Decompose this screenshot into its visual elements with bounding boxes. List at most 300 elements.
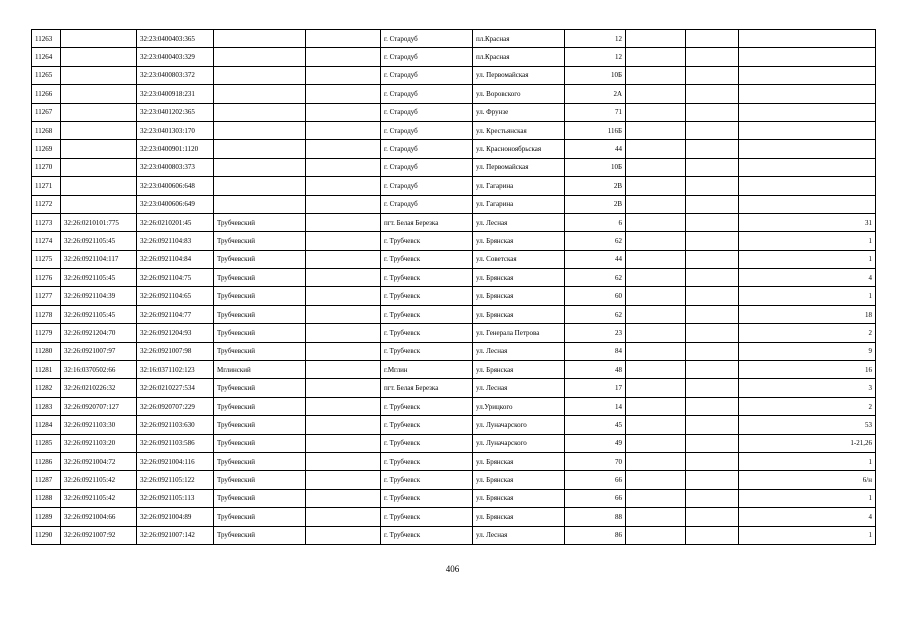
table-cell: Трубчевский [214,416,306,434]
table-cell: 11290 [32,526,61,544]
table-cell [686,121,739,139]
table-cell: Трубчевский [214,305,306,323]
table-cell: Трубчевский [214,250,306,268]
table-cell: г. Трубчевск [381,452,473,470]
table-cell: 16 [739,361,876,379]
table-cell: 1 [739,232,876,250]
table-cell [61,85,137,103]
table-cell [686,471,739,489]
table-cell [739,158,876,176]
table-cell: 11279 [32,324,61,342]
table-cell [306,158,381,176]
table-cell [626,397,686,415]
table-cell [739,103,876,121]
table-cell [214,158,306,176]
table-cell [61,103,137,121]
table-cell: ул. Луначарского [473,416,565,434]
table-cell [306,140,381,158]
table-cell [214,121,306,139]
table-cell: 32:26:0921004:116 [137,452,214,470]
table-cell: 32:23:0400606:648 [137,177,214,195]
table-cell: ул. Советская [473,250,565,268]
table-cell [626,213,686,231]
table-cell: г. Трубчевск [381,324,473,342]
table-cell [686,526,739,544]
table-cell: г. Трубчевск [381,342,473,360]
table-cell: 70 [565,452,626,470]
table-row [32,250,876,268]
table-cell: 32:23:0400803:372 [137,66,214,84]
table-cell [626,452,686,470]
table-cell: ул. Фрунзе [473,103,565,121]
table-cell [686,416,739,434]
table-cell [214,66,306,84]
table-cell [739,140,876,158]
table-cell: 32:26:0921007:98 [137,342,214,360]
table-cell: 10Б [565,66,626,84]
table-cell: 32:26:0921007:97 [61,342,137,360]
table-cell [61,30,137,48]
table-row [32,526,876,544]
table-cell: ул. Воровского [473,85,565,103]
table-cell [306,397,381,415]
table-cell: ул. Гагарина [473,177,565,195]
table-cell [61,177,137,195]
table-cell [739,177,876,195]
table-cell [626,103,686,121]
table-cell: 9 [739,342,876,360]
table-row [32,269,876,287]
table-cell: Трубчевский [214,379,306,397]
table-cell [626,342,686,360]
table-cell: 32:26:0921104:77 [137,305,214,323]
table-cell: 1 [739,452,876,470]
table-cell [306,434,381,452]
table-cell: 12 [565,30,626,48]
table-cell: 32:26:0921104:65 [137,287,214,305]
table-cell [61,121,137,139]
table-cell: пл.Красная [473,48,565,66]
table-row [32,508,876,526]
table-cell: ул. Лесная [473,213,565,231]
table-cell: ул. Брянская [473,452,565,470]
table-cell [686,452,739,470]
table-cell: ул. Крестьянская [473,121,565,139]
table-cell [306,30,381,48]
table-cell: 4 [739,269,876,287]
table-row [32,121,876,139]
table-cell: г.Мглин [381,361,473,379]
table-cell: 6 [565,213,626,231]
table-cell [626,48,686,66]
table-cell: Трубчевский [214,489,306,507]
table-cell [214,195,306,213]
table-cell [61,195,137,213]
table-cell [626,140,686,158]
table-cell: 49 [565,434,626,452]
table-cell [626,379,686,397]
table-cell: г. Трубчевск [381,526,473,544]
table-cell: Трубчевский [214,397,306,415]
table-cell: ул. Брянская [473,232,565,250]
table-cell [626,416,686,434]
table-cell: Трубчевский [214,213,306,231]
table-cell [626,526,686,544]
table-cell: 1 [739,526,876,544]
table-cell [626,158,686,176]
table-cell: 32:26:0921103:586 [137,434,214,452]
table-cell: 44 [565,140,626,158]
table-cell: 84 [565,342,626,360]
table-cell [306,526,381,544]
table-cell: 62 [565,232,626,250]
table-cell: 32:26:0921004:89 [137,508,214,526]
table-cell [686,140,739,158]
table-cell [306,287,381,305]
table-cell [626,195,686,213]
table-cell: 62 [565,305,626,323]
table-cell: 32:26:0921103:20 [61,434,137,452]
table-cell [686,269,739,287]
table-cell [306,213,381,231]
table-cell [626,66,686,84]
table-cell [61,66,137,84]
table-cell: 32:23:0401202:365 [137,103,214,121]
table-row [32,213,876,231]
table-cell: ул. Брянская [473,269,565,287]
table-cell: 2В [565,195,626,213]
table-cell [626,269,686,287]
table-cell: 32:26:0920707:127 [61,397,137,415]
table-cell: пгт. Белая Березка [381,379,473,397]
table-cell: 32:26:0921105:42 [61,471,137,489]
table-cell: Мглинский [214,361,306,379]
table-cell [626,489,686,507]
table-row [32,177,876,195]
table-cell [686,177,739,195]
table-cell: 10Б [565,158,626,176]
table-cell [306,195,381,213]
table-cell: 2В [565,177,626,195]
table-cell: Трубчевский [214,434,306,452]
table-cell [306,66,381,84]
table-cell: 11263 [32,30,61,48]
table-cell: 45 [565,416,626,434]
table-cell: 32:26:0921103:30 [61,416,137,434]
table-cell: г. Стародуб [381,48,473,66]
table-cell: ул. Брянская [473,287,565,305]
table-cell: ул.Урицкого [473,397,565,415]
table-cell: 11277 [32,287,61,305]
table-cell: Трубчевский [214,526,306,544]
table-cell: 32:26:0921104:117 [61,250,137,268]
table-cell [626,121,686,139]
table-cell [306,250,381,268]
table-cell [306,342,381,360]
table-cell: г. Стародуб [381,66,473,84]
table-cell: 66 [565,471,626,489]
table-cell: 32:23:0400803:373 [137,158,214,176]
table-cell [686,287,739,305]
table-cell [626,361,686,379]
table-cell: 32:26:0921104:39 [61,287,137,305]
table-cell: 32:23:0400918:231 [137,85,214,103]
table-cell: 88 [565,508,626,526]
table-cell: г. Трубчевск [381,305,473,323]
table-cell: 1 [739,489,876,507]
table-cell: г. Трубчевск [381,269,473,287]
table-cell [686,508,739,526]
table-cell: г. Стародуб [381,177,473,195]
table-cell: 32:26:0921104:75 [137,269,214,287]
table-cell: 11280 [32,342,61,360]
table-cell: 11266 [32,85,61,103]
table-cell: 86 [565,526,626,544]
table-cell: 32:26:0921105:122 [137,471,214,489]
table-cell: 11287 [32,471,61,489]
table-cell [739,30,876,48]
table-cell: 11268 [32,121,61,139]
table-cell: 66 [565,489,626,507]
table-cell: 32:26:0210201:45 [137,213,214,231]
table-cell: 11284 [32,416,61,434]
table-cell [306,232,381,250]
table-cell: ул. Брянская [473,508,565,526]
table-cell: 32:26:0921007:142 [137,526,214,544]
table-cell: ул. Брянская [473,305,565,323]
table-cell [686,195,739,213]
table-cell [626,324,686,342]
table-cell: 32:26:0921204:93 [137,324,214,342]
table-cell: ул. Лесная [473,526,565,544]
table-cell [306,305,381,323]
table-cell: Трубчевский [214,342,306,360]
table-cell [61,140,137,158]
table-cell [686,103,739,121]
table-row [32,66,876,84]
table-cell [739,66,876,84]
table-cell: 32:26:0921103:630 [137,416,214,434]
table-cell: 32:26:0921105:45 [61,232,137,250]
table-cell [739,121,876,139]
table-row [32,361,876,379]
table-cell [61,158,137,176]
table-cell: 48 [565,361,626,379]
table-cell: г. Трубчевск [381,471,473,489]
table-cell [214,48,306,66]
table-cell [306,48,381,66]
table-cell: 3 [739,379,876,397]
table-cell: 32:26:0921004:72 [61,452,137,470]
table-cell: 11264 [32,48,61,66]
table-row [32,103,876,121]
table-cell: г. Стародуб [381,85,473,103]
table-cell [686,324,739,342]
table-cell: 11276 [32,269,61,287]
table-cell: 11283 [32,397,61,415]
table-cell: г. Трубчевск [381,489,473,507]
table-cell [739,48,876,66]
table-cell: 1 [739,287,876,305]
table-row [32,342,876,360]
table-cell: 32:26:0210226:32 [61,379,137,397]
table-cell [739,85,876,103]
table-cell: 23 [565,324,626,342]
table-row [32,416,876,434]
table-row [32,434,876,452]
table-cell: 53 [739,416,876,434]
table-cell: 2А [565,85,626,103]
table-cell [306,361,381,379]
table-cell [686,250,739,268]
table-cell: 32:23:0400403:329 [137,48,214,66]
table-cell: 32:26:0210227:534 [137,379,214,397]
table-cell [626,471,686,489]
table-cell [686,85,739,103]
table-row [32,85,876,103]
table-row [32,397,876,415]
table-cell: ул. Первомайская [473,66,565,84]
table-cell: 11286 [32,452,61,470]
table-row [32,158,876,176]
page-number: 406 [445,564,460,574]
table-cell: 32:26:0920707:229 [137,397,214,415]
table-cell [626,85,686,103]
table-cell [686,213,739,231]
table-row [32,489,876,507]
table-cell: ул. Лесная [473,379,565,397]
table-cell: г. Стародуб [381,158,473,176]
table-cell: г. Стародуб [381,121,473,139]
table-cell: 18 [739,305,876,323]
table-cell: 2 [739,397,876,415]
table-cell: 11265 [32,66,61,84]
table-cell: г. Стародуб [381,195,473,213]
table-cell: 32:26:0921104:84 [137,250,214,268]
table-cell [306,379,381,397]
table-cell: 32:26:0921105:113 [137,489,214,507]
table-cell: ул. Генерала Петрова [473,324,565,342]
table-cell: г. Трубчевск [381,250,473,268]
table-cell: Трубчевский [214,232,306,250]
table-cell [686,379,739,397]
table-cell [306,121,381,139]
table-cell: 11269 [32,140,61,158]
table-cell: 14 [565,397,626,415]
table-cell: 6/н [739,471,876,489]
table-cell: г. Трубчевск [381,508,473,526]
table-cell: Трубчевский [214,287,306,305]
table-cell: 11267 [32,103,61,121]
table-row [32,324,876,342]
table-cell [306,269,381,287]
table-cell: г. Стародуб [381,103,473,121]
table-cell [214,30,306,48]
table-cell: г. Трубчевск [381,232,473,250]
table-cell: 32:26:0921204:70 [61,324,137,342]
table-cell: г. Трубчевск [381,416,473,434]
table-cell [306,471,381,489]
table-cell [686,361,739,379]
table-cell: 2 [739,324,876,342]
registry-table-body [32,30,876,545]
table-cell: 17 [565,379,626,397]
table-cell: ул. Луначарского [473,434,565,452]
table-cell [626,287,686,305]
table-cell [626,30,686,48]
table-cell: ул. Брянская [473,361,565,379]
table-cell [214,85,306,103]
table-cell: 62 [565,269,626,287]
table-cell: 32:23:0400606:649 [137,195,214,213]
table-row [32,471,876,489]
table-cell: Трубчевский [214,269,306,287]
table-cell: 11285 [32,434,61,452]
table-cell: Трубчевский [214,508,306,526]
table-cell: 116Б [565,121,626,139]
table-cell: г. Стародуб [381,140,473,158]
table-row [32,48,876,66]
table-cell [61,48,137,66]
table-cell: г. Трубчевск [381,397,473,415]
table-cell: г. Трубчевск [381,287,473,305]
table-cell: 32:26:0921007:92 [61,526,137,544]
table-cell: 32:26:0921105:42 [61,489,137,507]
table-cell: 32:26:0921004:66 [61,508,137,526]
table-cell: Трубчевский [214,324,306,342]
table-cell: Трубчевский [214,471,306,489]
table-cell: ул. Первомайская [473,158,565,176]
table-cell: 12 [565,48,626,66]
table-cell: 11281 [32,361,61,379]
table-cell: 60 [565,287,626,305]
table-cell: 32:23:0400901:1120 [137,140,214,158]
table-cell: ул. Гагарина [473,195,565,213]
table-cell: 32:16:0371102:123 [137,361,214,379]
table-row [32,30,876,48]
table-cell [686,489,739,507]
table-cell [306,508,381,526]
table-cell [626,434,686,452]
table-cell [306,85,381,103]
table-cell: 32:16:0370502:66 [61,361,137,379]
table-cell [626,232,686,250]
table-cell [686,48,739,66]
table-cell: 11271 [32,177,61,195]
table-cell: 11288 [32,489,61,507]
table-cell: пл.Красная [473,30,565,48]
table-cell: 11274 [32,232,61,250]
table-cell: ул. Брянская [473,471,565,489]
table-cell: 31 [739,213,876,231]
table-cell: пгт. Белая Березка [381,213,473,231]
table-cell [306,324,381,342]
table-cell: 32:26:0921105:45 [61,305,137,323]
registry-table [31,29,876,545]
table-cell: 32:26:0921104:83 [137,232,214,250]
table-cell: 32:23:0400403:365 [137,30,214,48]
table-row [32,140,876,158]
table-cell [306,103,381,121]
table-row [32,232,876,250]
table-cell: 11272 [32,195,61,213]
table-cell [686,305,739,323]
table-cell [214,177,306,195]
table-cell: 44 [565,250,626,268]
table-cell: 11273 [32,213,61,231]
table-cell [306,489,381,507]
table-cell: 1 [739,250,876,268]
